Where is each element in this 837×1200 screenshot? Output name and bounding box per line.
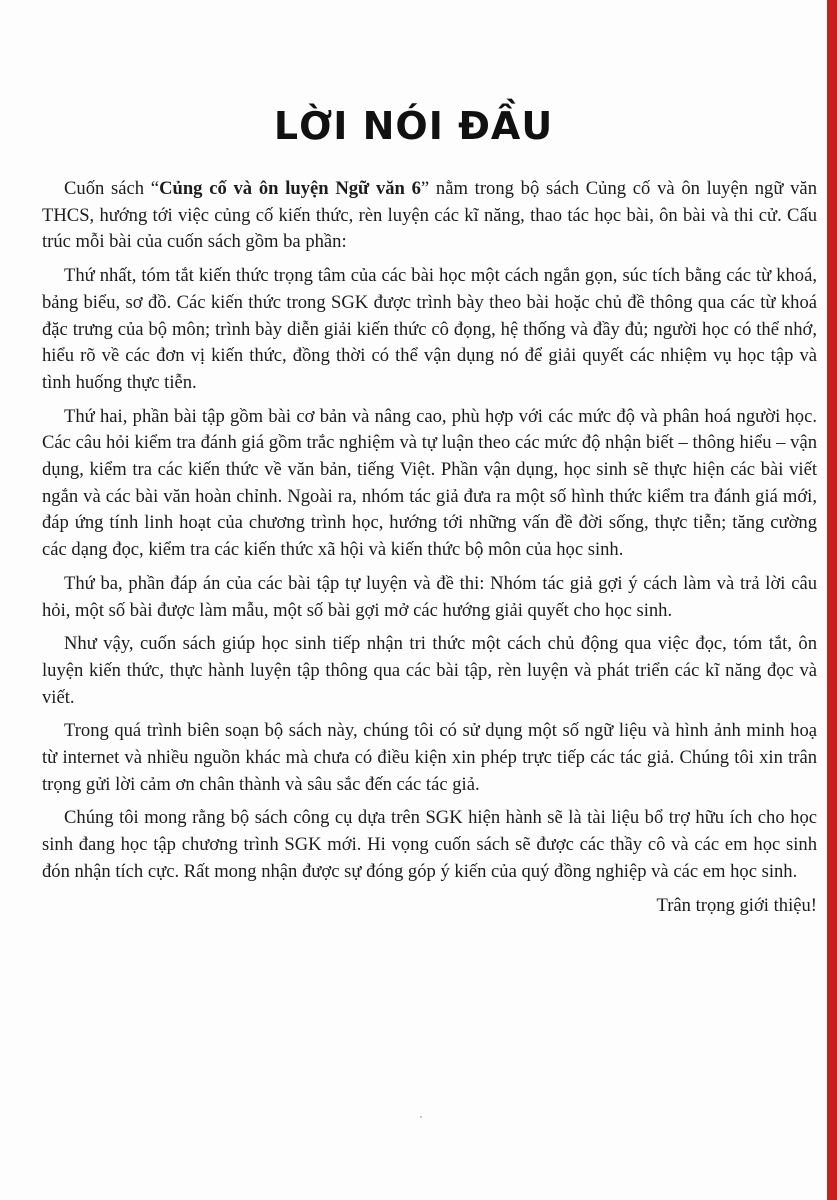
paragraph-part-three: Thứ ba, phần đáp án của các bài tập tự luyện và đề thi: Nhóm tác giả gợi ý cách làm và trả lời câu hỏi, một số bài được làm mẫu, một số bài gợi mở các hướng giải quyết cho học sinh.: [42, 572, 817, 621]
print-speck: [420, 1116, 422, 1118]
intro-text-end: ” nằm trong bộ sách Củng cố và ôn luyện ngữ văn THCS, hướng tới việc củng cố kiến thức, rèn luyện các kĩ năng, thao tác học bài, ôn bài và thi cử. Cấu trúc mỗi bài của cuốn sách gồm ba phần:: [42, 178, 817, 253]
intro-text-start: Cuốn sách “: [64, 178, 160, 199]
page-title: LỜI NÓI ĐẦU: [273, 104, 554, 148]
preface-body: [42, 176, 817, 926]
book-title: Củng cố và ôn luyện Ngữ văn 6: [159, 178, 421, 199]
red-page-edge: [827, 0, 837, 1200]
paragraph-part-two: Thứ hai, phần bài tập gồm bài cơ bản và nâng cao, phù hợp với các mức độ và phân hoá người học. Các câu hỏi kiểm tra đánh giá gồm trắc nghiệm và tự luận theo các mức độ nhận biết – thông hiểu – vận dụng, kiểm tra các kiến thức về văn bản, tiếng Việt. Phần vận dụng, học sinh sẽ thực hiện các bài viết ngắn và các bài văn hoàn chỉnh. Ngoài ra, nhóm tác giả đưa ra một số hình thức kiểm tra đánh giá mới, đáp ứng tính linh hoạt của chương trình học, hướng tới những vấn đề đời sống, thực tiễn; tăng cường các dạng đọc, kiểm tra các kiến thức xã hội và kiến thức bộ môn của học sinh.: [42, 405, 817, 561]
signoff: Trân trọng giới thiệu!: [656, 894, 817, 916]
paragraph-summary: Như vậy, cuốn sách giúp học sinh tiếp nhận tri thức một cách chủ động qua việc đọc, tóm tắt, ôn luyện kiến thức, thực hành luyện tập thông qua các bài tập, rèn luyện và phát triển các kĩ năng đọc và viết.: [42, 633, 817, 708]
paragraph-closing: Chúng tôi mong rằng bộ sách công cụ dựa trên SGK hiện hành sẽ là tài liệu bổ trợ hữu ích cho học sinh đang học tập chương trình SGK mới. Hi vọng cuốn sách sẽ được các thầy cô và các em học sinh đón nhận tích cực. Rất mong nhận được sự đóng góp ý kiến của quý đồng nghiệp và các em học sinh.: [42, 807, 817, 882]
paragraph-acknowledgement: Trong quá trình biên soạn bộ sách này, chúng tôi có sử dụng một số ngữ liệu và hình ảnh minh hoạ từ internet và nhiều nguồn khác mà chưa có điều kiện xin phép trực tiếp các tác giả. Chúng tôi xin trân trọng gửi lời cảm ơn chân thành và sâu sắc đến các tác giả.: [42, 720, 817, 795]
paragraph-intro: [42, 176, 817, 256]
paragraph-part-one: Thứ nhất, tóm tắt kiến thức trọng tâm của các bài học một cách ngắn gọn, súc tích bằng các từ khoá, bảng biểu, sơ đồ. Các kiến thức trong SGK được trình bày theo bài hoặc chủ đề thông qua các từ khoá đặc trưng của bộ môn; trình bày diễn giải kiến thức cô đọng, hệ thống và đầy đủ; người học có thể nhớ, hiểu rõ về các đơn vị kiến thức, đồng thời có thể vận dụng nó để giải quyết các nhiệm vụ học tập và tình huống thực tiễn.: [42, 265, 817, 393]
